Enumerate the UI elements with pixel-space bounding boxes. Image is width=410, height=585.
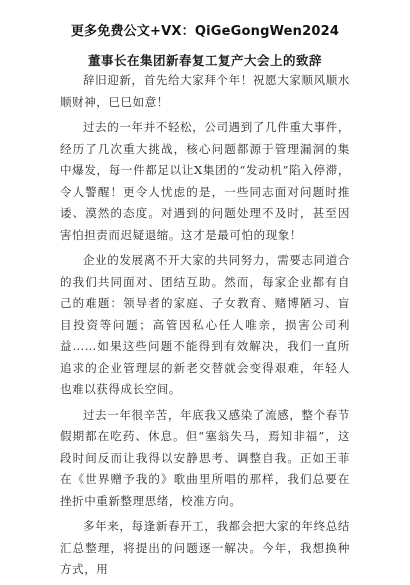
paragraph: 企业的发展离不开大家的共同努力，需要志同道合的我们共同面对、团结互助。然而，每家企业都有自己的难题：领导者的家庭、子女教育、赌博陋习、盲目投资等问题；高管因私心任人唯亲，损害公司利益……如果这些问题不能得到有效解决，我们一直所追求的企业管理层的新老交替就会变得艰难，年轻人也难以获得成长空间。 [60,253,350,396]
document-body [60,70,350,585]
paragraph: 多年来，每逢新春开工，我都会把大家的年终总结汇总整理，将提出的问题逐一解决。今年，我想换种方式，用 [60,519,350,576]
watermark-header: 更多免费公文+VX：QiGeGongWen2024 [70,24,340,39]
paragraph: 辞旧迎新，首先给大家拜个年！祝愿大家顺风顺水顺财神，巳巳如意！ [60,73,350,109]
paragraph: 过去的一年并不轻松，公司遇到了几件重大事件，经历了几次重大挑战，核心问题都源于管理漏洞的集中爆发，每一件都足以让X集团的“发动机”陷入停滞，令人警醒！更令人忧虑的是，一些同志面对问题时推诿、漠然的态度。对遇到的问题处理不及时，甚至因害怕担责而迟疑退缩。这才是最可怕的现象！ [60,120,350,242]
paragraph: 过去一年很辛苦，年底我又感染了流感，整个春节假期都在吃药、休息。但“塞翁失马，焉知非福”，这段时间反而让我得以安静思考、调整自我。正如王菲在《世界赠予我的》歌曲里所唱的那样，我们总要在挫折中重新整理思绪，校准方向。 [60,407,350,508]
document-title: 董事长在集团新春复工复产大会上的致辞 [87,53,322,68]
